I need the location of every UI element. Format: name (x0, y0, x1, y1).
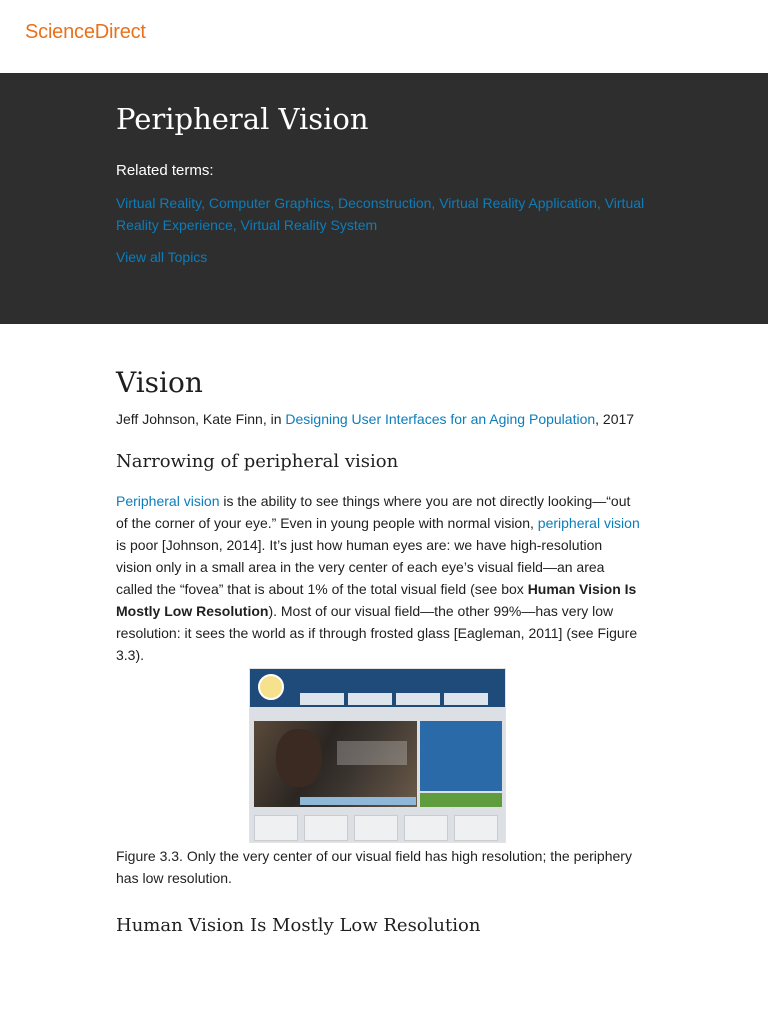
figure-caption: Figure 3.3. Only the very center of our visual field has high resolution; the periphery has low resolution. (116, 848, 632, 886)
figure-3-3-image[interactable] (249, 668, 506, 843)
paragraph-text: is the ability to see things where you are not directly looking—“out of the corner of your eye.” Even in young people with normal vision, (116, 493, 631, 531)
year: , 2017 (595, 411, 635, 427)
related-term-link[interactable]: Virtual Reality Application, (439, 195, 601, 211)
related-terms-label: Related terms: (116, 162, 214, 179)
figure-side-panel (420, 721, 502, 791)
article-heading: Vision (116, 366, 203, 399)
related-term-link[interactable]: Virtual Reality Experience, (116, 195, 645, 233)
book-link[interactable]: Designing User Interfaces for an Aging Population (285, 411, 596, 427)
sciencedirect-logo[interactable]: ScienceDirect (25, 21, 146, 43)
byline (116, 408, 640, 430)
peripheral-vision-link[interactable]: Peripheral vision (116, 493, 220, 509)
article-content (116, 364, 640, 666)
related-term-link[interactable]: Computer Graphics, (208, 195, 335, 211)
figure-photo (254, 721, 417, 807)
figure-side-button (420, 793, 502, 807)
box-reference: Human Vision Is Mostly Low Resolution (116, 581, 637, 619)
related-term-link[interactable]: Virtual Reality System (240, 217, 378, 233)
related-term-link[interactable]: Deconstruction, (338, 195, 436, 211)
paragraph-text: ). Most of our visual field—the other 99%—has very low resolution: it sees the world as if through frosted glass [Eagleman, 2011] (see Figure 3.3). (116, 603, 638, 663)
figure-quote (337, 741, 407, 765)
authors: Jeff Johnson, Kate Finn, in (116, 411, 286, 427)
next-section-title: Human Vision Is Mostly Low Resolution (116, 915, 481, 936)
view-all-topics-link[interactable]: View all Topics (116, 249, 208, 265)
page-title: Peripheral Vision (116, 102, 369, 136)
figure-face (276, 729, 322, 787)
figure-website-header (250, 669, 505, 707)
top-bar (0, 0, 768, 73)
figure-icon-row (254, 815, 498, 841)
related-terms-list (116, 192, 646, 236)
topic-hero (0, 73, 768, 324)
paragraph (116, 490, 640, 666)
paragraph-text: is poor [Johnson, 2014]. It’s just how human eyes are: we have high-resolution vision only in a small area in the very center of each eye’s visual field—an area called the “fovea” that is about 1% of the total visual field (see box (116, 537, 605, 597)
section-title: Narrowing of peripheral vision (116, 451, 399, 472)
figure-logo-icon (258, 674, 284, 700)
peripheral-vision-link[interactable]: peripheral vision (537, 515, 640, 531)
figure-nav (300, 693, 488, 705)
related-term-link[interactable]: Virtual Reality, (116, 195, 205, 211)
figure-strip (300, 797, 416, 805)
